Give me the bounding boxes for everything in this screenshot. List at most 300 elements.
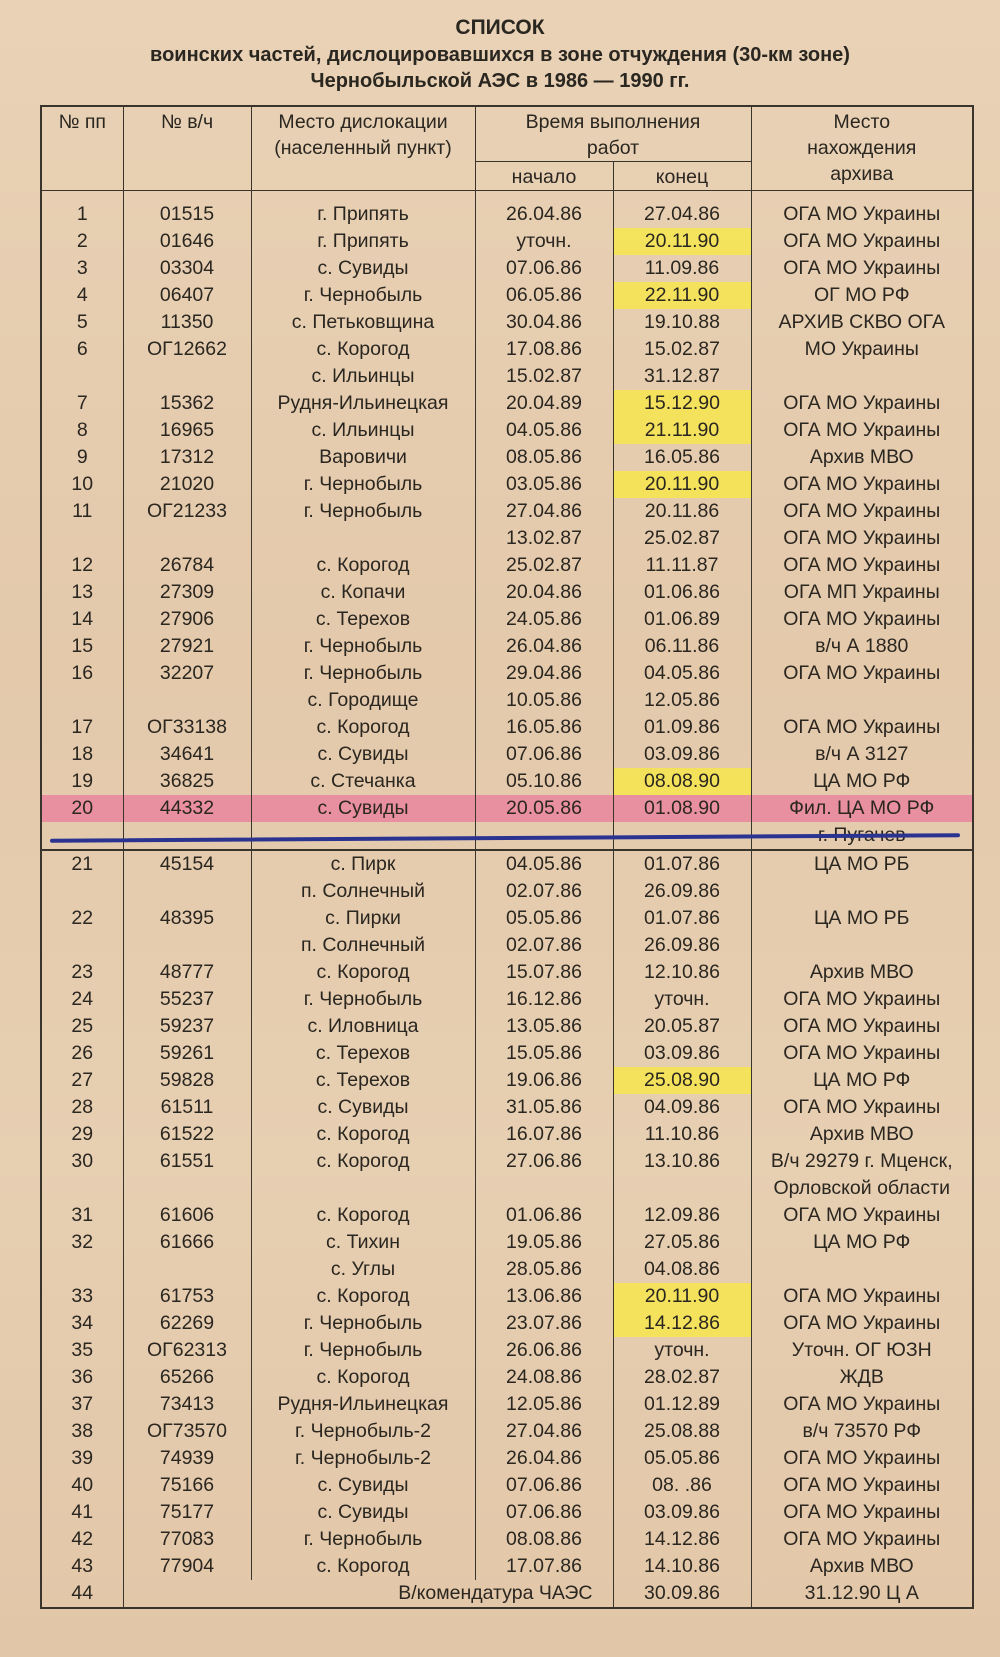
cell-num: 6	[41, 336, 123, 363]
cell-archive: МО Украины	[751, 336, 973, 363]
cell-location: с. Сувиды	[251, 1499, 475, 1526]
cell-num	[41, 1175, 123, 1202]
cell-num: 30	[41, 1148, 123, 1175]
cell-start: 19.05.86	[475, 1229, 613, 1256]
table-row	[41, 417, 973, 444]
cell-unit: ОГ73570	[123, 1418, 251, 1445]
cell-unit: 61606	[123, 1202, 251, 1229]
table-row	[41, 282, 973, 309]
cell-unit: 55237	[123, 986, 251, 1013]
cell-start: 24.05.86	[475, 606, 613, 633]
cell-location: с. Сувиды	[251, 741, 475, 768]
table-row	[41, 606, 973, 633]
cell-location: г. Чернобыль	[251, 498, 475, 525]
title-block	[0, 14, 1000, 94]
cell-location: п. Солнечный	[251, 932, 475, 959]
cell-location: с. Корогод	[251, 714, 475, 741]
cell-unit	[123, 525, 251, 552]
cell-archive: Фил. ЦА МО РФ	[751, 795, 973, 822]
cell-archive: ОГА МО Украины	[751, 1040, 973, 1067]
cell-start: уточн.	[475, 228, 613, 255]
cell-start: 10.05.86	[475, 687, 613, 714]
cell-end: 01.07.86	[613, 850, 751, 878]
table-row	[41, 1364, 973, 1391]
table-row	[41, 1094, 973, 1121]
cell-unit: 62269	[123, 1310, 251, 1337]
table-row	[41, 905, 973, 932]
cell-unit: 61511	[123, 1094, 251, 1121]
cell-location: с. Углы	[251, 1256, 475, 1283]
cell-end: 15.12.90	[613, 390, 751, 417]
cell-start: 24.08.86	[475, 1364, 613, 1391]
cell-archive: ЦА МО РБ	[751, 850, 973, 878]
cell-location: с. Корогод	[251, 336, 475, 363]
cell-archive: ОГА МО Украины	[751, 1013, 973, 1040]
cell-end: 20.11.90	[613, 471, 751, 498]
cell-location: с. Городище	[251, 687, 475, 714]
page-subtitle-line1: воинских частей, дислоцировавшихся в зоне отчуждения (30-км зоне)	[150, 44, 850, 66]
table-row	[41, 1283, 973, 1310]
table-row	[41, 633, 973, 660]
cell-archive: ОГА МО Украины	[751, 525, 973, 552]
cell-unit: 74939	[123, 1445, 251, 1472]
cell-num: 16	[41, 660, 123, 687]
cell-start: 08.08.86	[475, 1526, 613, 1553]
cell-unit	[123, 363, 251, 390]
cell-end: 12.10.86	[613, 959, 751, 986]
cell-num: 14	[41, 606, 123, 633]
table-row	[41, 1229, 973, 1256]
cell-end: 26.09.86	[613, 932, 751, 959]
cell-location: с. Терехов	[251, 606, 475, 633]
cell-unit: 75166	[123, 1472, 251, 1499]
cell-num: 38	[41, 1418, 123, 1445]
cell-archive: ОГА МО Украины	[751, 471, 973, 498]
cell-num: 23	[41, 959, 123, 986]
cell-end: 03.09.86	[613, 1499, 751, 1526]
cell-unit: 21020	[123, 471, 251, 498]
cell-location: г. Чернобыль	[251, 660, 475, 687]
cell-end: 27.05.86	[613, 1229, 751, 1256]
table-row	[41, 1310, 973, 1337]
table-body	[41, 191, 973, 1609]
cell-archive: ЖДВ	[751, 1364, 973, 1391]
cell-num: 25	[41, 1013, 123, 1040]
cell-location: с. Корогод	[251, 1202, 475, 1229]
cell-end: 21.11.90	[613, 417, 751, 444]
table-row	[41, 228, 973, 255]
cell-end	[613, 1175, 751, 1202]
cell-location: с. Сувиды	[251, 1094, 475, 1121]
cell-end: 25.02.87	[613, 525, 751, 552]
cell-archive	[751, 932, 973, 959]
cell-archive: ОГА МО Украины	[751, 552, 973, 579]
cell-num: 17	[41, 714, 123, 741]
cell-num: 5	[41, 309, 123, 336]
cell-end: 08. .86	[613, 1472, 751, 1499]
cell-start: 13.06.86	[475, 1283, 613, 1310]
cell-num: 8	[41, 417, 123, 444]
header-time: Время выполнения работ	[475, 106, 751, 162]
cell-unit: 27906	[123, 606, 251, 633]
cell-location: с. Пирки	[251, 905, 475, 932]
cell-archive: ЦА МО РБ	[751, 905, 973, 932]
cell-unit: 61522	[123, 1121, 251, 1148]
cell-unit: 17312	[123, 444, 251, 471]
table-row	[41, 309, 973, 336]
cell-num: 15	[41, 633, 123, 660]
cell-num: 11	[41, 498, 123, 525]
cell-location: г. Чернобыль	[251, 1526, 475, 1553]
cell-location: с. Терехов	[251, 1067, 475, 1094]
cell-archive: в/ч А 1880	[751, 633, 973, 660]
cell-start: 08.05.86	[475, 444, 613, 471]
cell-end: 31.12.87	[613, 363, 751, 390]
cell-location: г. Чернобыль	[251, 282, 475, 309]
table-row	[41, 959, 973, 986]
cell-location: с. Корогод	[251, 1553, 475, 1580]
cell-num	[41, 1256, 123, 1283]
cell-num: 9	[41, 444, 123, 471]
cell-archive: ОГА МО Украины	[751, 1202, 973, 1229]
cell-num	[41, 822, 123, 850]
cell-start: 28.05.86	[475, 1256, 613, 1283]
cell-start: 13.05.86	[475, 1013, 613, 1040]
cell-archive: в/ч А 3127	[751, 741, 973, 768]
cell-archive: ОГА МО Украины	[751, 228, 973, 255]
cell-start: 30.04.86	[475, 309, 613, 336]
cell-unit: 48777	[123, 959, 251, 986]
table-row	[41, 1202, 973, 1229]
cell-start: 03.05.86	[475, 471, 613, 498]
table-row	[41, 660, 973, 687]
cell-num: 4	[41, 282, 123, 309]
cell-archive: ОГА МО Украины	[751, 986, 973, 1013]
cell-location: п. Солнечный	[251, 878, 475, 905]
cell-archive: ОГА МО Украины	[751, 191, 973, 229]
table-row	[41, 552, 973, 579]
table-header	[41, 106, 973, 191]
cell-start: 23.07.86	[475, 1310, 613, 1337]
cell-unit: ОГ21233	[123, 498, 251, 525]
cell-archive: ОГ МО РФ	[751, 282, 973, 309]
cell-start: 02.07.86	[475, 932, 613, 959]
cell-location: с. Сувиды	[251, 255, 475, 282]
cell-num: 3	[41, 255, 123, 282]
cell-location: с. Пирк	[251, 850, 475, 878]
cell-unit: 26784	[123, 552, 251, 579]
table-row	[41, 1121, 973, 1148]
table-row	[41, 191, 973, 229]
table-row	[41, 986, 973, 1013]
cell-num: 42	[41, 1526, 123, 1553]
cell-unit	[123, 1175, 251, 1202]
table-row	[41, 1472, 973, 1499]
cell-location: с. Корогод	[251, 1148, 475, 1175]
page-subtitle-line2: Чернобыльской АЭС в 1986 — 1990 гг.	[310, 70, 690, 92]
cell-num	[41, 878, 123, 905]
cell-location: Варовичи	[251, 444, 475, 471]
cell-location: с. Корогод	[251, 1121, 475, 1148]
table-row	[41, 1580, 973, 1608]
cell-end: 11.09.86	[613, 255, 751, 282]
table-row	[41, 687, 973, 714]
cell-location: г. Чернобыль	[251, 471, 475, 498]
cell-end: 25.08.88	[613, 1418, 751, 1445]
table-row	[41, 768, 973, 795]
cell-archive: Архив МВО	[751, 444, 973, 471]
cell-start: 31.05.86	[475, 1094, 613, 1121]
cell-unit: 61666	[123, 1229, 251, 1256]
cell-unit: 61753	[123, 1283, 251, 1310]
cell-unit: 27309	[123, 579, 251, 606]
cell-unit-span: В/комендатура ЧАЭС	[123, 1580, 613, 1608]
cell-location: с. Ильинцы	[251, 417, 475, 444]
cell-num: 39	[41, 1445, 123, 1472]
cell-end: уточн.	[613, 986, 751, 1013]
cell-start: 17.08.86	[475, 336, 613, 363]
cell-unit: 61551	[123, 1148, 251, 1175]
cell-start: 19.06.86	[475, 1067, 613, 1094]
cell-end: 16.05.86	[613, 444, 751, 471]
cell-unit	[123, 932, 251, 959]
cell-archive: ОГА МО Украины	[751, 255, 973, 282]
cell-start: 16.12.86	[475, 986, 613, 1013]
header-unit: № в/ч	[123, 106, 251, 191]
cell-end: 04.08.86	[613, 1256, 751, 1283]
cell-archive: ОГА МО Украины	[751, 1499, 973, 1526]
cell-archive: ЦА МО РФ	[751, 1067, 973, 1094]
table-row	[41, 795, 973, 822]
cell-start: 02.07.86	[475, 878, 613, 905]
cell-num: 28	[41, 1094, 123, 1121]
cell-end: 13.10.86	[613, 1148, 751, 1175]
cell-end: 12.09.86	[613, 1202, 751, 1229]
cell-unit: 34641	[123, 741, 251, 768]
cell-num	[41, 687, 123, 714]
table-row	[41, 525, 973, 552]
table-row	[41, 1553, 973, 1580]
cell-archive: ОГА МО Украины	[751, 1526, 973, 1553]
cell-location	[251, 525, 475, 552]
cell-unit	[123, 1256, 251, 1283]
cell-num	[41, 932, 123, 959]
cell-archive: в/ч 73570 РФ	[751, 1418, 973, 1445]
cell-unit: 36825	[123, 768, 251, 795]
cell-start: 27.06.86	[475, 1148, 613, 1175]
cell-start: 01.06.86	[475, 1202, 613, 1229]
cell-end: 25.08.90	[613, 1067, 751, 1094]
cell-location: с. Корогод	[251, 959, 475, 986]
cell-end: 01.07.86	[613, 905, 751, 932]
table-row	[41, 1418, 973, 1445]
cell-start: 26.06.86	[475, 1337, 613, 1364]
cell-end: 04.09.86	[613, 1094, 751, 1121]
cell-unit: 73413	[123, 1391, 251, 1418]
cell-start: 16.05.86	[475, 714, 613, 741]
cell-unit: 77083	[123, 1526, 251, 1553]
table-row	[41, 579, 973, 606]
cell-end: 12.05.86	[613, 687, 751, 714]
cell-num: 36	[41, 1364, 123, 1391]
cell-unit: 32207	[123, 660, 251, 687]
cell-unit: ОГ12662	[123, 336, 251, 363]
cell-start: 26.04.86	[475, 191, 613, 229]
cell-end: 11.11.87	[613, 552, 751, 579]
cell-unit: ОГ62313	[123, 1337, 251, 1364]
cell-start: 04.05.86	[475, 417, 613, 444]
cell-end: 28.02.87	[613, 1364, 751, 1391]
cell-start: 20.04.89	[475, 390, 613, 417]
cell-archive: ОГА МО Украины	[751, 1094, 973, 1121]
cell-num: 40	[41, 1472, 123, 1499]
cell-location: с. Ильинцы	[251, 363, 475, 390]
cell-location: с. Терехов	[251, 1040, 475, 1067]
table-row	[41, 1013, 973, 1040]
cell-start: 25.02.87	[475, 552, 613, 579]
cell-archive: Орловской области	[751, 1175, 973, 1202]
table-row	[41, 390, 973, 417]
cell-end: 26.09.86	[613, 878, 751, 905]
cell-start: 07.06.86	[475, 1472, 613, 1499]
cell-archive	[751, 1256, 973, 1283]
cell-num: 43	[41, 1553, 123, 1580]
cell-num: 37	[41, 1391, 123, 1418]
cell-end: 03.09.86	[613, 741, 751, 768]
cell-unit: 01646	[123, 228, 251, 255]
cell-end: 14.12.86	[613, 1310, 751, 1337]
cell-unit: 16965	[123, 417, 251, 444]
cell-location: г. Чернобыль-2	[251, 1418, 475, 1445]
cell-end: уточн.	[613, 1337, 751, 1364]
cell-archive: ОГА МО Украины	[751, 417, 973, 444]
cell-start	[475, 1175, 613, 1202]
cell-end: 01.06.89	[613, 606, 751, 633]
cell-unit	[123, 687, 251, 714]
cell-location: с. Петьковщина	[251, 309, 475, 336]
cell-start: 27.04.86	[475, 498, 613, 525]
cell-num: 34	[41, 1310, 123, 1337]
cell-start: 05.10.86	[475, 768, 613, 795]
cell-unit: 75177	[123, 1499, 251, 1526]
cell-end: 30.09.86	[613, 1580, 751, 1608]
cell-end: 01.09.86	[613, 714, 751, 741]
cell-unit: 59261	[123, 1040, 251, 1067]
cell-unit: 03304	[123, 255, 251, 282]
cell-location: г. Чернобыль	[251, 986, 475, 1013]
cell-archive: ЦА МО РФ	[751, 768, 973, 795]
cell-num: 44	[41, 1580, 123, 1608]
cell-end: 20.11.86	[613, 498, 751, 525]
cell-end: 08.08.90	[613, 768, 751, 795]
cell-end: 15.02.87	[613, 336, 751, 363]
cell-archive: ОГА МО Украины	[751, 714, 973, 741]
cell-num	[41, 525, 123, 552]
table-row	[41, 255, 973, 282]
cell-unit: 11350	[123, 309, 251, 336]
cell-unit	[123, 822, 251, 850]
cell-num: 24	[41, 986, 123, 1013]
cell-location: Рудня-Ильинецкая	[251, 1391, 475, 1418]
cell-archive: ОГА МО Украины	[751, 1310, 973, 1337]
cell-location: г. Припять	[251, 191, 475, 229]
cell-location: г. Чернобыль-2	[251, 1445, 475, 1472]
cell-num	[41, 363, 123, 390]
cell-end: 04.05.86	[613, 660, 751, 687]
cell-num: 26	[41, 1040, 123, 1067]
table-row	[41, 850, 973, 878]
cell-start: 04.05.86	[475, 850, 613, 878]
cell-end: 14.10.86	[613, 1553, 751, 1580]
cell-num: 13	[41, 579, 123, 606]
cell-archive: ОГА МО Украины	[751, 606, 973, 633]
cell-location: с. Корогод	[251, 1364, 475, 1391]
cell-start: 29.04.86	[475, 660, 613, 687]
cell-unit: 77904	[123, 1553, 251, 1580]
cell-start: 07.06.86	[475, 1499, 613, 1526]
table-row	[41, 444, 973, 471]
cell-end: 20.11.90	[613, 1283, 751, 1310]
header-num: № пп	[41, 106, 123, 191]
table-row	[41, 741, 973, 768]
cell-location: г. Чернобыль	[251, 1310, 475, 1337]
table-row	[41, 1175, 973, 1202]
cell-end: 11.10.86	[613, 1121, 751, 1148]
table-row	[41, 1148, 973, 1175]
cell-num: 22	[41, 905, 123, 932]
cell-end: 22.11.90	[613, 282, 751, 309]
header-start: начало	[475, 162, 613, 191]
cell-location	[251, 1175, 475, 1202]
cell-end: 01.06.86	[613, 579, 751, 606]
table-row	[41, 498, 973, 525]
cell-archive: ОГА МП Украины	[751, 579, 973, 606]
cell-location: Рудня-Ильинецкая	[251, 390, 475, 417]
cell-start: 17.07.86	[475, 1553, 613, 1580]
cell-end: 01.12.89	[613, 1391, 751, 1418]
table-row	[41, 1526, 973, 1553]
cell-start: 15.02.87	[475, 363, 613, 390]
table-row	[41, 1040, 973, 1067]
cell-start: 20.04.86	[475, 579, 613, 606]
cell-location: с. Копачи	[251, 579, 475, 606]
cell-archive: ОГА МО Украины	[751, 390, 973, 417]
table-row	[41, 1445, 973, 1472]
cell-unit: 45154	[123, 850, 251, 878]
cell-end: 20.11.90	[613, 228, 751, 255]
header-end: конец	[613, 162, 751, 191]
cell-start: 27.04.86	[475, 1418, 613, 1445]
cell-archive: ОГА МО Украины	[751, 660, 973, 687]
cell-location: г. Чернобыль	[251, 633, 475, 660]
cell-end: 05.05.86	[613, 1445, 751, 1472]
table-row	[41, 1256, 973, 1283]
cell-num: 41	[41, 1499, 123, 1526]
cell-archive: Архив МВО	[751, 1553, 973, 1580]
table-row	[41, 1337, 973, 1364]
cell-archive: АРХИВ СКВО ОГА	[751, 309, 973, 336]
cell-location: г. Припять	[251, 228, 475, 255]
cell-archive	[751, 878, 973, 905]
cell-archive: ЦА МО РФ	[751, 1229, 973, 1256]
cell-location: г. Чернобыль	[251, 1337, 475, 1364]
table-row	[41, 1499, 973, 1526]
cell-unit: 15362	[123, 390, 251, 417]
cell-num: 2	[41, 228, 123, 255]
cell-num: 35	[41, 1337, 123, 1364]
cell-start: 13.02.87	[475, 525, 613, 552]
cell-unit: 59828	[123, 1067, 251, 1094]
